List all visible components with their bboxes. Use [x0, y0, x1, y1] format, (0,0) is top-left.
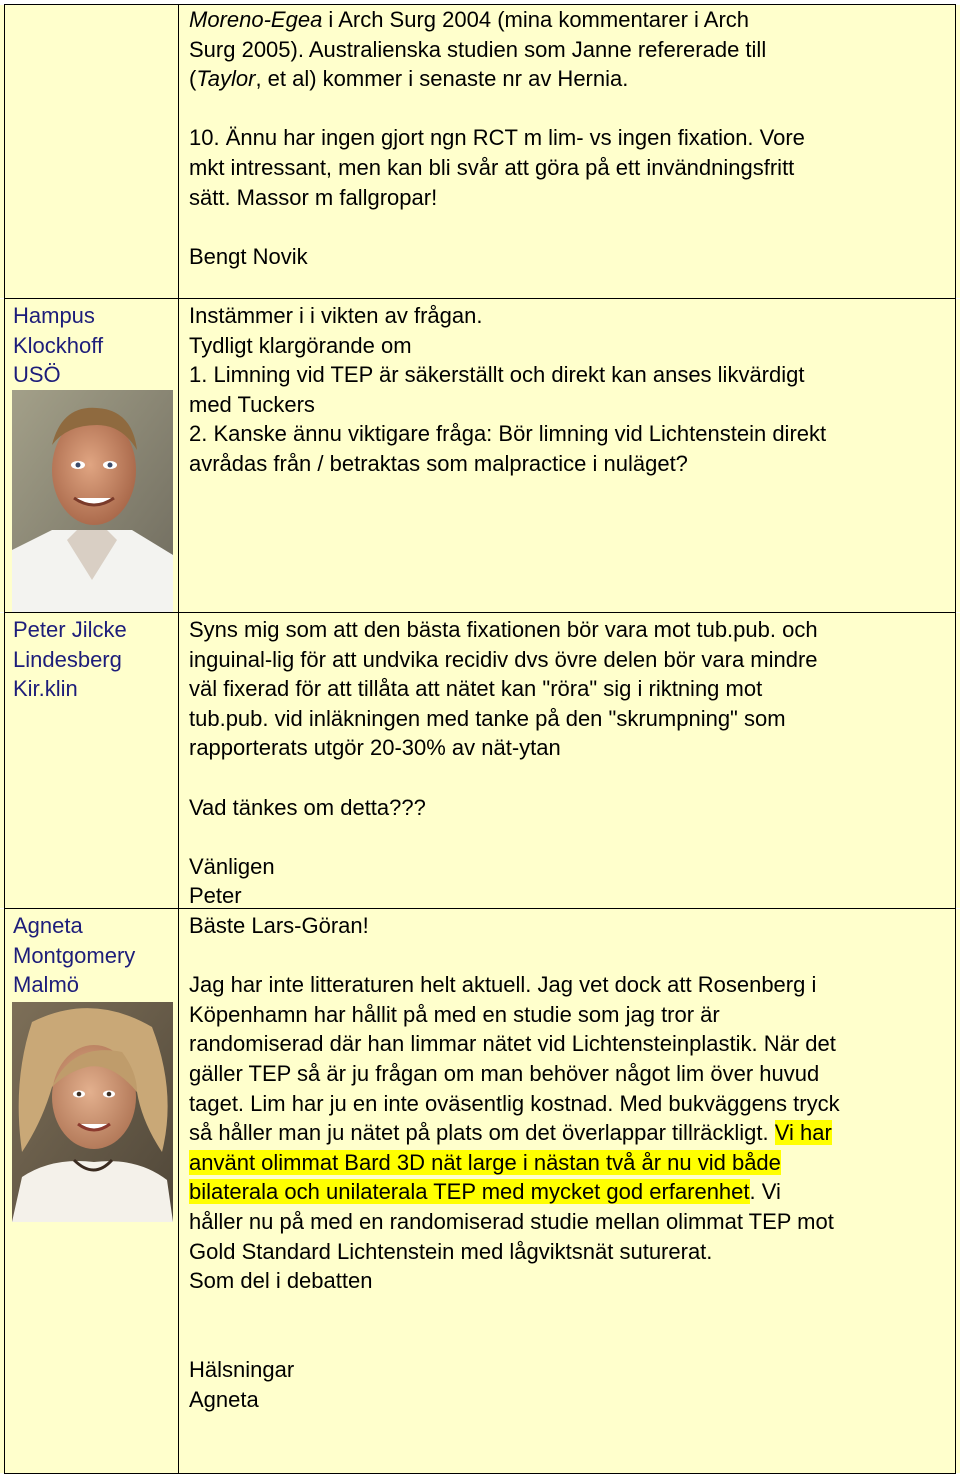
text-line: tub.pub. vid inläkningen med tanke på den "skrumpning" som — [189, 705, 786, 731]
text-line: Som del i debatten — [189, 1268, 373, 1294]
text-line: Instämmer i i vikten av frågan. — [189, 303, 483, 328]
text-line: Vänligen — [189, 853, 275, 879]
text-span: så håller man ju nätet på plats om det överlappar tillräckligt. — [189, 1120, 775, 1146]
text-line: Jag har inte litteraturen helt aktuell. Jag vet dock att Rosenberg i — [189, 972, 817, 998]
text-span: . Vi — [749, 1179, 781, 1205]
text-line: Bäste Lars-Göran! — [189, 913, 369, 938]
comment-peter-jilcke — [189, 615, 939, 911]
text-line: taget. Lim har ju en inte oväsentlig kostnad. Med bukväggens tryck — [189, 1090, 840, 1116]
text-line: (Taylor, et al) kommer i senaste nr av Hernia. — [189, 66, 629, 92]
text-line: håller nu på med en randomiserad studie mellan olimmat TEP mot — [189, 1208, 834, 1234]
author-signature: Bengt Novik — [189, 243, 308, 269]
text-line: väl fixerad för att tillåta att nätet kan "röra" sig i riktning mot — [189, 676, 763, 702]
author-signature: Peter — [189, 883, 242, 909]
text-line: sätt. Massor m fallgropar! — [189, 184, 438, 210]
text-line — [189, 1118, 939, 1148]
text-line — [189, 1177, 939, 1207]
text-line: avrådas från / betraktas som malpractice i nuläget? — [189, 450, 688, 476]
highlighted-text: Vi har — [774, 1120, 832, 1146]
text-line: Tydligt klargörande om — [189, 332, 412, 358]
text-line: randomiserad där han limmar nätet vid Lichtensteinplastik. När det — [189, 1031, 836, 1057]
highlighted-text: använt olimmat Bard 3D nät large i nästan två år nu vid både — [189, 1149, 781, 1175]
text-line: Surg 2005). Australienska studien som Janne refererade till — [189, 36, 767, 62]
portrait-photo-hampus — [12, 390, 173, 612]
text-line: med Tuckers — [189, 391, 315, 417]
text-line: Vad tänkes om detta??? — [189, 794, 426, 820]
portrait-photo-agneta — [12, 1002, 173, 1222]
text-line: gäller TEP så är ju frågan om man behöver något lim över huvud — [189, 1060, 820, 1086]
name-line: USÖ — [13, 362, 61, 388]
text-line: inguinal-lig för att undvika recidiv dvs övre delen bör vara mindre — [189, 646, 818, 672]
author-name-peter — [13, 615, 173, 704]
name-line: Hampus — [13, 303, 95, 328]
text-line: Syns mig som att den bästa fixationen bör vara mot tub.pub. och — [189, 617, 818, 642]
text-line: 2. Kanske ännu viktigare fråga: Bör limning vid Lichtenstein direkt — [189, 421, 827, 447]
text-line: 10. Ännu har ingen gjort ngn RCT m lim- vs ingen fixation. Vore — [189, 125, 805, 151]
comment-hampus-klockhoff — [189, 301, 939, 479]
name-line: Agneta — [13, 913, 83, 938]
comment-agneta-montgomery — [189, 911, 939, 1414]
text-line: 1. Limning vid TEP är säkerställt och direkt kan anses likvärdigt — [189, 362, 805, 388]
row-divider — [4, 612, 956, 613]
text-line: mkt intressant, men kan bli svår att göra på ett invändningsfritt — [189, 154, 795, 180]
name-line: Lindesberg — [13, 646, 122, 672]
text-line: rapporterats utgör 20-30% av nät-ytan — [189, 735, 561, 761]
text-line: Köpenhamn har hållit på med en studie som jag tror är — [189, 1001, 720, 1027]
column-divider — [178, 4, 179, 1474]
author-signature: Agneta — [189, 1386, 259, 1412]
author-name-hampus — [13, 301, 173, 390]
text-line — [189, 1148, 939, 1178]
highlighted-text: bilaterala och unilaterala TEP med mycket god erfarenhet — [189, 1179, 750, 1205]
author-name-agneta — [13, 911, 173, 1000]
name-line: Klockhoff — [13, 332, 104, 358]
name-line: Kir.klin — [13, 676, 78, 702]
name-line: Malmö — [13, 972, 80, 998]
comment-bengt-novik — [189, 5, 939, 271]
name-line: Peter Jilcke — [13, 617, 127, 642]
row-divider — [4, 298, 956, 299]
text-line: Gold Standard Lichtenstein med lågviktsnät suturerat. — [189, 1238, 713, 1264]
text-line: Moreno-Egea i Arch Surg 2004 (mina kommentarer i Arch — [189, 7, 750, 32]
name-line: Montgomery — [13, 942, 136, 968]
text-line: Hälsningar — [189, 1356, 295, 1382]
